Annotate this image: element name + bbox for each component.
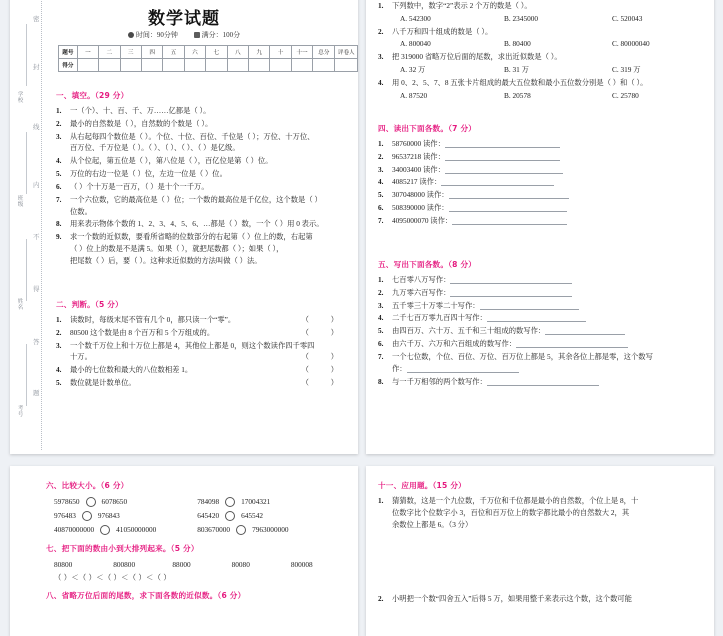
- q-text: 与一千万相邻的两个数写作：: [392, 376, 487, 386]
- question-11-2: [378, 593, 704, 605]
- q-number: 3.: [378, 52, 384, 62]
- compare-right-value: 17004321: [241, 497, 271, 506]
- q-text: 读数时，每级末尾不管有几个 0，都只读一个“零”。: [70, 315, 236, 324]
- judge-blank[interactable]: （ ）: [301, 327, 348, 337]
- question-2-2: [56, 327, 348, 339]
- q-text: 数位就是计数单位。: [70, 378, 136, 388]
- q-text: 一个七位数，个位、百位、万位、百万位上都是 5，其余各位上都是零，这个数写: [392, 351, 653, 361]
- q-number: 4.: [56, 365, 62, 375]
- question-5-1: [378, 274, 704, 286]
- compare-circle[interactable]: [225, 497, 235, 507]
- compare-pair-left: [54, 495, 197, 509]
- section-2-heading: 二、判断。（5 分）: [56, 300, 123, 309]
- compare-pair-right: [197, 495, 350, 509]
- section-read-numbers: [378, 123, 704, 228]
- order-num-1: 80800: [54, 559, 73, 569]
- option-b[interactable]: B. 80400: [504, 39, 531, 49]
- q-number: 1.: [378, 275, 384, 284]
- judge-blank[interactable]: （ ）: [301, 378, 348, 388]
- question-5-7: [378, 351, 704, 375]
- q-number: 1.: [378, 1, 384, 10]
- section-multiple-choice: [378, 0, 704, 103]
- question-1-7: [56, 194, 348, 218]
- seal-char-7: 题: [33, 389, 40, 397]
- card-right-top: [366, 0, 714, 454]
- compare-right-value: 976843: [97, 510, 120, 520]
- compare-left-value: 5978650: [54, 497, 80, 506]
- score-icon: [194, 32, 200, 38]
- score-cell-11[interactable]: [291, 59, 312, 72]
- score-table-row-points: [59, 59, 358, 72]
- q-text: 96537218 读作：: [392, 151, 445, 161]
- q-number: 3.: [56, 131, 62, 141]
- judge-blank[interactable]: （ ）: [301, 352, 348, 362]
- question-4-4: [378, 176, 704, 188]
- question-4-6: [378, 202, 704, 214]
- question-3-2: [378, 26, 704, 38]
- score-cell-8[interactable]: [227, 59, 248, 72]
- compare-pair-left: [54, 509, 197, 523]
- compare-left-value: 784098: [197, 497, 220, 506]
- section-true-false: [56, 299, 348, 390]
- q-text-cont2: 把尾数（ ）后，要（ ）。这种求近似数的方法叫做（ ）法。: [70, 255, 262, 265]
- q-number: 2.: [56, 118, 62, 128]
- compare-circle[interactable]: [100, 525, 110, 535]
- score-col-5: 五: [163, 46, 184, 59]
- score-col-4: 四: [141, 46, 162, 59]
- q-text: 一个数千万位上和十万位上都是 4，其他位上都是 0，则这个数读作四千零四: [70, 340, 315, 350]
- option-a[interactable]: A. 32 万: [400, 65, 426, 75]
- question-1-6: [56, 181, 348, 193]
- compare-row-2: [46, 509, 350, 523]
- q-number: 5.: [378, 190, 384, 200]
- question-5-6: [378, 338, 704, 350]
- score-col-10: 十: [270, 46, 291, 59]
- options-3-2: [378, 38, 704, 50]
- q-number: 5.: [56, 378, 62, 388]
- score-cell-1[interactable]: [77, 59, 98, 72]
- options-3-3: [378, 64, 704, 76]
- option-b[interactable]: B. 31 万: [504, 65, 529, 75]
- question-2-4: [56, 364, 348, 376]
- seal-field-name: 姓名: [17, 299, 24, 312]
- option-a[interactable]: A. 800040: [400, 39, 431, 49]
- seal-line-sidebar: [10, 0, 54, 454]
- section-6-heading: 六、比较大小。（6 分）: [46, 481, 129, 490]
- question-5-8: [378, 376, 704, 388]
- compare-row-3: [46, 523, 350, 537]
- option-b[interactable]: B. 2345000: [504, 13, 539, 23]
- q-text: 五千零三十万零二十写作：: [392, 300, 480, 310]
- q-number: 2.: [378, 287, 384, 297]
- q-number: 4.: [378, 313, 384, 323]
- question-3-4: [378, 77, 704, 89]
- q-text: 由六千万、六万和六百组成的数写作：: [392, 339, 517, 349]
- section-11-heading: 十一、应用题。（15 分）: [378, 481, 466, 490]
- q-number: 4.: [56, 156, 62, 166]
- seal-char-0: 密: [33, 15, 40, 23]
- exam-time: [128, 31, 178, 39]
- option-c[interactable]: C. 520043: [612, 13, 643, 23]
- q-number: 8.: [56, 219, 62, 229]
- answer-line[interactable]: [450, 275, 572, 284]
- question-1-3: [56, 131, 348, 155]
- score-cell-total[interactable]: [313, 59, 335, 72]
- q-number: 8.: [378, 376, 384, 386]
- card-left-bottom: [10, 466, 358, 636]
- q-text-cont: 位数。: [70, 206, 92, 216]
- question-5-3: [378, 300, 704, 312]
- question-1-2: [56, 118, 348, 130]
- q-number: 3.: [56, 340, 62, 350]
- q-text: 用 0、2、5、7、8 五张卡片组成的最大五位数和最小五位数分别是（ ）和（ ）。: [392, 77, 648, 87]
- q-number: 2.: [378, 594, 384, 604]
- option-c[interactable]: C. 319 万: [612, 65, 641, 75]
- score-row-label-1: 得分: [59, 59, 78, 72]
- exam-fullscore: [194, 31, 241, 39]
- q-number: 3.: [378, 164, 384, 174]
- score-row-label-0: 题号: [59, 46, 78, 59]
- compare-right-value: 6078650: [101, 497, 128, 506]
- q-number: 1.: [56, 315, 62, 324]
- answer-line[interactable]: [516, 339, 628, 348]
- q-number: 1.: [56, 106, 62, 115]
- q-text: 80500 这个数是由 8 个百万和 5 个万组成的。: [70, 327, 215, 337]
- exam-meta: [10, 30, 358, 40]
- q-number: 9.: [56, 232, 62, 242]
- question-5-4: [378, 312, 704, 324]
- q-number: 7.: [56, 194, 62, 204]
- question-4-7: [378, 215, 704, 227]
- order-answer-blanks[interactable]: （ ）＜（ ）＜（ ）＜（ ）＜（ ）: [54, 573, 171, 583]
- compare-row-1: [46, 495, 350, 509]
- question-4-2: [378, 151, 704, 163]
- score-table: [58, 45, 358, 72]
- compare-right-value: 645542: [241, 510, 263, 520]
- q-text: 一（个）、十、百、千、万……亿都是（ ）。: [70, 106, 211, 115]
- q-text: 七百零八万写作：: [392, 275, 451, 284]
- score-cell-5[interactable]: [163, 59, 184, 72]
- question-5-2: [378, 287, 704, 299]
- option-a[interactable]: A. 87520: [400, 90, 428, 100]
- section-1-heading: 一、填空。（29 分）: [56, 91, 129, 100]
- section-write-numbers: [378, 259, 704, 388]
- q-text: 九万零六百写作：: [392, 287, 451, 297]
- judge-blank[interactable]: （ ）: [301, 315, 348, 324]
- q-text: 508390000 读作：: [392, 203, 449, 213]
- order-num-5: 800008: [290, 559, 313, 569]
- q-text: 万位的右边一位是（ ）位，左边一位是（ ）位。: [70, 169, 227, 179]
- q-text-cont: 百万位、千万位是（ ）。（ ）、（ ）、（ ）、（ ）是亿级。: [70, 143, 240, 153]
- question-4-5: [378, 189, 704, 201]
- seal-char-2: 线: [33, 123, 40, 131]
- q-text: 从右起每四个数位是（ ）。个位、十位、百位、千位是（ ）；万位、十万位、: [70, 131, 315, 141]
- q-number: 2.: [378, 26, 384, 36]
- q-number: 6.: [378, 339, 384, 349]
- q-text-cont: 位数字比个位数字小 3，百位和百万位上的数字都比最小的自然数大 2，其: [392, 507, 630, 517]
- question-3-3: [378, 51, 704, 63]
- order-num-2: 800800: [113, 559, 136, 569]
- compare-left-value: 976483: [54, 510, 76, 520]
- compare-right-value: 41050000000: [116, 524, 157, 534]
- answer-space-11-1[interactable]: [378, 531, 704, 593]
- q-text: 八千万和四十组成的数是（ ）。: [392, 26, 493, 36]
- section-8-heading: 八、省略万位后面的尾数，求下面各数的近似数。（6 分）: [46, 591, 246, 601]
- section-fill-in-blank: [56, 90, 348, 268]
- q-number: 4.: [378, 177, 384, 187]
- q-number: 1.: [378, 496, 384, 505]
- question-1-1: [56, 105, 348, 117]
- judge-blank[interactable]: （ ）: [301, 365, 348, 375]
- answer-line[interactable]: [449, 190, 569, 199]
- q-number: 2.: [56, 327, 62, 337]
- compare-circle[interactable]: [82, 511, 92, 521]
- compare-left-value: 803670000: [197, 524, 231, 534]
- compare-pair-left: [54, 523, 197, 537]
- question-2-1: [56, 314, 348, 326]
- score-col-total: 总分: [313, 46, 335, 59]
- q-text: 求一个数的近似数，要看所省略的位数部分的右起第（ ）位上的数，右起第: [70, 232, 313, 242]
- compare-circle[interactable]: [236, 525, 246, 535]
- score-col-2: 二: [99, 46, 120, 59]
- card-right-bottom: [366, 466, 714, 636]
- q-number: 6.: [56, 181, 62, 191]
- score-col-grader: 评卷人: [335, 46, 358, 59]
- section-word-problems: [378, 480, 704, 606]
- score-col-9: 九: [248, 46, 269, 59]
- q-text: 下列数中，数字“2”表示 2 个万的数是（ ）。: [392, 1, 532, 10]
- section-4-heading: 四、读出下面各数。（7 分）: [378, 124, 477, 133]
- option-a[interactable]: A. 542300: [400, 13, 431, 23]
- score-cell-6[interactable]: [184, 59, 205, 72]
- answer-line[interactable]: [480, 301, 579, 310]
- q-number: 5.: [56, 169, 62, 179]
- q-number: 5.: [378, 326, 384, 336]
- q-text: 用来表示物体个数的 1、2、3、4、5、6、…都是（ ）数，一个（ ）用 0 表示。: [70, 219, 324, 229]
- score-col-8: 八: [227, 46, 248, 59]
- seal-field-class: 班级: [17, 196, 24, 209]
- order-numbers: [46, 558, 350, 572]
- compare-circle[interactable]: [86, 497, 96, 507]
- q-number: 7.: [378, 215, 384, 225]
- q-text: 4085217 读作：: [392, 177, 442, 187]
- q-number: 3.: [378, 300, 384, 310]
- option-c[interactable]: C. 80000040: [612, 39, 650, 49]
- score-cell-4[interactable]: [141, 59, 162, 72]
- question-2-5: [56, 377, 348, 389]
- compare-left-value: 40870000000: [54, 524, 95, 534]
- question-4-3: [378, 164, 704, 176]
- q-text: 最小的七位数和最大的八位数相差 1。: [70, 365, 193, 375]
- section-compare: [46, 480, 350, 605]
- q-text: 一个六位数，它的最高位是（ ）位；一个数的最高位是千亿位，这个数是（ ）: [70, 194, 322, 204]
- q-number: 7.: [378, 351, 384, 361]
- q-text: 34003400 读作：: [392, 164, 445, 174]
- q-number: 2.: [378, 151, 384, 161]
- q-text: 小明把一个数“四舍五入”后得 5 万，如果用整千来表示这个数，这个数可能: [392, 594, 632, 604]
- page-title: 数学试题: [148, 9, 220, 29]
- seal-bar-2: [26, 239, 27, 301]
- q-text: 猜猜数，这是一个九位数，千万位和千位都是最小的自然数，个位上是 8，十: [392, 496, 639, 505]
- section-7-heading: 七、把下面的数由小到大排列起来。（5 分）: [46, 543, 199, 553]
- options-3-1: [378, 13, 704, 25]
- q-text: 4095000070 读作：: [392, 215, 453, 225]
- seal-char-1: 封: [33, 63, 40, 71]
- answer-line[interactable]: [545, 326, 625, 335]
- q-text: 307048000 读作：: [392, 190, 449, 200]
- option-b[interactable]: B. 20578: [504, 90, 531, 100]
- seal-field-examno: 考号: [17, 406, 24, 419]
- score-cell-7[interactable]: [206, 59, 227, 72]
- score-col-6: 六: [184, 46, 205, 59]
- compare-left-value: 645420: [197, 510, 220, 520]
- score-col-11: 十一: [291, 46, 312, 59]
- clock-icon: [128, 32, 134, 38]
- compare-pair-right: [197, 509, 350, 523]
- question-5-5: [378, 325, 704, 337]
- answer-line[interactable]: [452, 216, 567, 225]
- answer-line[interactable]: [445, 152, 560, 161]
- answer-line[interactable]: [445, 139, 560, 148]
- seal-char-6: 答: [33, 338, 40, 346]
- seal-dotted-line: [41, 0, 42, 450]
- score-cell-grader[interactable]: [335, 59, 358, 72]
- seal-char-4: 不: [33, 233, 40, 241]
- question-1-9: [56, 231, 348, 266]
- q-text-cont: （ ）位上的数是不是满 5。如果（ ），就把尾数都（ ）；如果（ ），: [70, 243, 284, 253]
- answer-line[interactable]: [487, 313, 586, 322]
- seal-char-5: 得: [33, 285, 40, 293]
- q-text: （ ）个十万是一百万，（ ）是十个一千万。: [70, 181, 209, 191]
- question-2-3: [56, 340, 348, 364]
- question-1-4: [56, 155, 348, 167]
- options-3-4: [378, 90, 704, 102]
- answer-line[interactable]: [407, 364, 519, 373]
- seal-bar-1: [26, 132, 27, 194]
- exam-fullscore-label: 满分：100分: [201, 31, 241, 39]
- question-4-1: [378, 138, 704, 150]
- score-table-row-header: [59, 46, 358, 59]
- compare-pair-right: [197, 523, 350, 537]
- seal-field-school: 学校: [17, 92, 24, 105]
- score-cell-2[interactable]: [99, 59, 120, 72]
- q-text: 从个位起，第五位是（ ），第八位是（ ），百亿位是第（ ）位。: [70, 156, 273, 166]
- q-number: 6.: [378, 203, 384, 213]
- q-number: 1.: [378, 139, 384, 148]
- score-col-7: 七: [206, 46, 227, 59]
- compare-circle[interactable]: [225, 511, 235, 521]
- section-5-heading: 五、写出下面各数。（8 分）: [378, 260, 477, 269]
- answer-line[interactable]: [445, 165, 563, 174]
- q-number: 4.: [378, 77, 384, 87]
- order-num-3: 88000: [172, 559, 191, 569]
- score-col-3: 三: [120, 46, 141, 59]
- answer-line[interactable]: [487, 377, 599, 386]
- question-3-1: [378, 0, 704, 12]
- score-cell-9[interactable]: [248, 59, 269, 72]
- order-num-4: 80080: [231, 559, 250, 569]
- answer-line[interactable]: [450, 288, 572, 297]
- answer-line[interactable]: [449, 203, 567, 212]
- option-c[interactable]: C. 25780: [612, 90, 639, 100]
- q-text: 最小的自然数是（ ），自然数的个数是（ ）。: [70, 118, 213, 128]
- score-cell-10[interactable]: [270, 59, 291, 72]
- seal-char-3: 内: [33, 181, 40, 189]
- compare-right-value: 7963000000: [252, 524, 289, 534]
- q-text: 把 319000 省略万位后面的尾数，求出近似数是（ ）。: [392, 52, 562, 62]
- question-1-5: [56, 168, 348, 180]
- q-text-cont: （ ） 十万。: [70, 352, 348, 362]
- question-11-1: [378, 495, 704, 530]
- q-text: 58760000 读作：: [392, 139, 445, 148]
- exam-time-label: 时间：90分钟: [135, 31, 178, 39]
- q-text-cont2: 余数位上都是 6。（3 分）: [392, 519, 473, 529]
- question-1-8: [56, 218, 348, 230]
- score-col-1: 一: [77, 46, 98, 59]
- q-text-cont: 作：: [392, 363, 704, 375]
- answer-line[interactable]: [441, 177, 554, 186]
- score-cell-3[interactable]: [120, 59, 141, 72]
- q-text: 二千七百万零九百四十写作：: [392, 313, 487, 323]
- q-text: 由四百万、六十万、五千和三十组成的数写作：: [392, 326, 546, 336]
- card-left-top: [10, 0, 358, 454]
- seal-bar-3: [26, 344, 27, 406]
